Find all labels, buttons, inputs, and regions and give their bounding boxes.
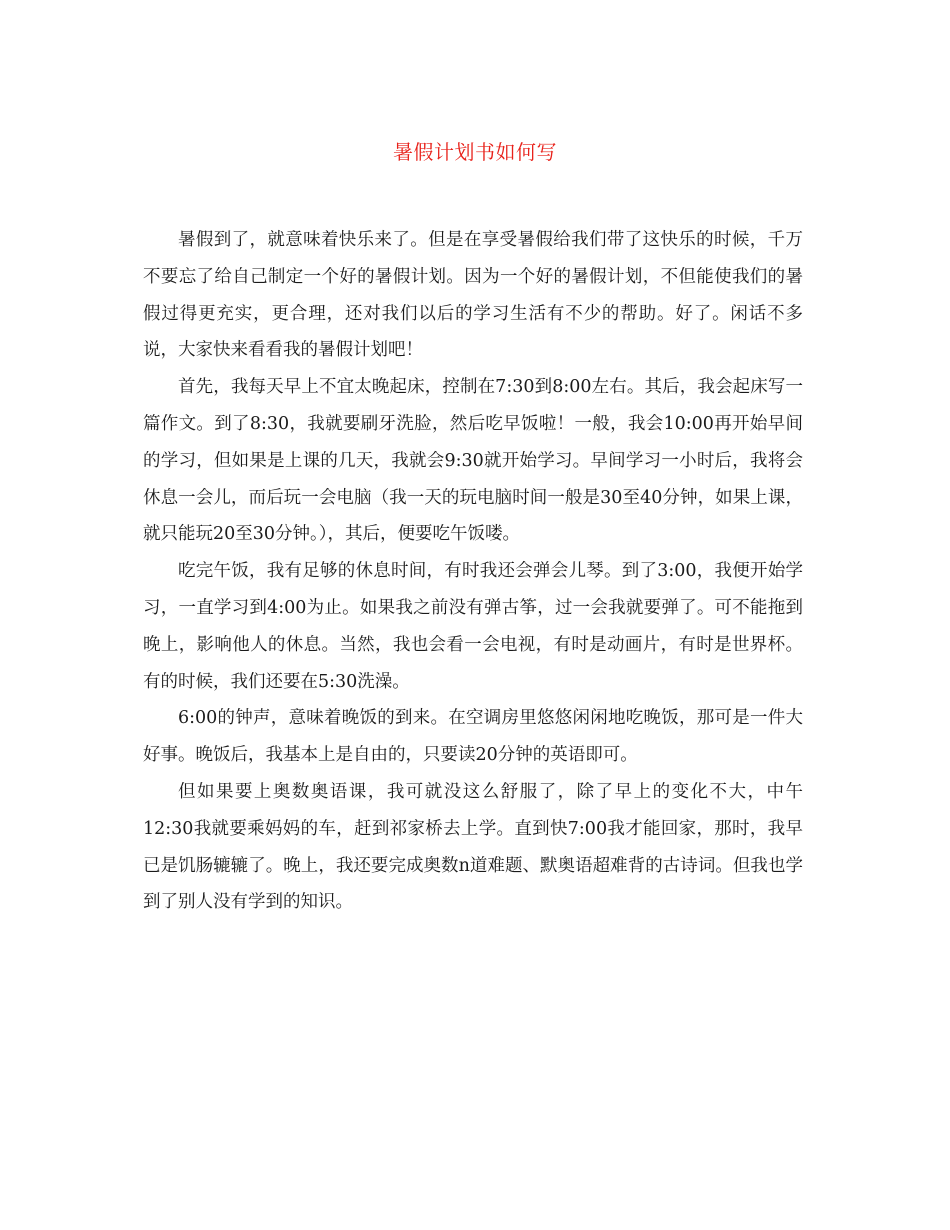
document-body: [143, 222, 803, 921]
document-title: 暑假计划书如何写: [393, 140, 557, 164]
paragraph: 6:00的钟声，意味着晚饭的到来。在空调房里悠悠闲闲地吃晚饭，那可是一件大好事。晚饭后，我基本上是自由的，只要读20分钟的英语即可。: [143, 708, 803, 766]
paragraph: 但如果要上奥数奥语课，我可就没这么舒服了，除了早上的变化不大，中午12:30我就要乘妈妈的车，赶到祁家桥去上学。直到快7:00我才能回家，那时，我早已是饥肠辘辘了。晚上，我还要完成奥数n道难题、默奥语超难背的古诗词。但我也学到了别人没有学到的知识。: [143, 781, 803, 913]
paragraph: 吃完午饭，我有足够的休息时间，有时我还会弹会儿琴。到了3:00，我便开始学习，一直学习到4:00为止。如果我之前没有弹古筝，过一会我就要弹了。可不能拖到晚上，影响他人的休息。当然，我也会看一会电视，有时是动画片，有时是世界杯。有的时候，我们还要在5:30洗澡。: [143, 561, 803, 692]
paragraph: 首先，我每天早上不宜太晚起床，控制在7:30到8:00左右。其后，我会起床写一篇作文。到了8:30，我就要刷牙洗脸，然后吃早饭啦！一般，我会10:00再开始早间的学习，但如果是上课的几天，我就会9:30就开始学习。早间学习一小时后，我将会休息一会儿，而后玩一会电脑（我一天的玩电脑时间一般是30至40分钟，如果上课，就只能玩20至30分钟。），其后，便要吃午饭喽。: [143, 377, 803, 545]
paragraph: 暑假到了，就意味着快乐来了。但是在享受暑假给我们带了这快乐的时候，千万不要忘了给自己制定一个好的暑假计划。因为一个好的暑假计划，不但能使我们的暑假过得更充实，更合理，还对我们以后的学习生活有不少的帮助。好了。闲话不多说，大家快来看看我的暑假计划吧！: [143, 230, 803, 361]
